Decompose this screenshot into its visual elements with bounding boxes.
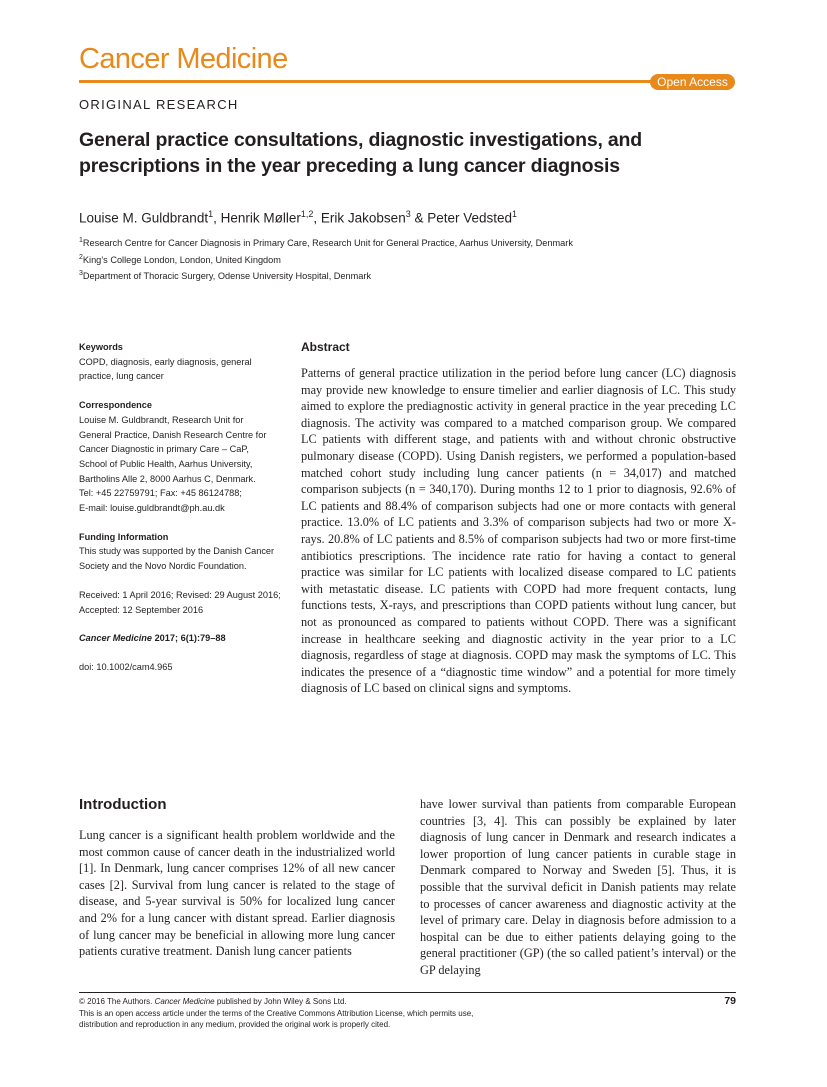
- author: Louise M. Guldbrandt: [79, 210, 209, 226]
- author-separator: &: [410, 210, 428, 226]
- license-line: This is an open access article under the terms of the Creative Commons Attribution License, which permits use,: [79, 1008, 474, 1018]
- correspondence-line: Louise M. Guldbrandt, Research Unit for: [79, 414, 244, 425]
- affiliation: [79, 234, 699, 251]
- correspondence-block: [79, 398, 284, 516]
- page-number: 79: [724, 995, 736, 1007]
- keywords-text: COPD, diagnosis, early diagnosis, general practice, lung cancer: [79, 356, 252, 382]
- affiliation: [79, 267, 699, 284]
- correspondence-line: Bartholins Alle 2, 8000 Aarhus C, Denmark.: [79, 473, 256, 484]
- funding-text: This study was supported by the Danish Cancer Society and the Novo Nordic Foundation.: [79, 546, 275, 572]
- affiliation-number: 1: [79, 237, 83, 244]
- funding-block: [79, 530, 284, 574]
- copyright-journal: Cancer Medicine: [154, 997, 215, 1006]
- correspondence-line: School of Public Health, Aarhus University,: [79, 458, 253, 469]
- citation: [79, 631, 284, 646]
- affiliation-number: 2: [79, 253, 83, 261]
- keywords-block: [79, 340, 284, 384]
- author: Erik Jakobsen: [320, 210, 406, 226]
- copyright-prefix: © 2016 The Authors.: [79, 997, 155, 1006]
- correspondence-email[interactable]: E-mail: louise.guldbrandt@ph.au.dk: [79, 503, 225, 514]
- author-affiliation-marker: 3: [405, 209, 411, 219]
- journal-title: Cancer Medicine: [79, 43, 288, 75]
- copyright-suffix: published by John Wiley & Sons Ltd.: [214, 997, 347, 1006]
- correspondence-line: General Practice, Danish Research Centre for: [79, 429, 267, 440]
- affiliation-text: Department of Thoracic Surgery, Odense University Hospital, Denmark: [82, 271, 372, 282]
- affiliation-text: Research Centre for Cancer Diagnosis in Primary Care, Research Unit for General Practice, Aarhus University, Denmark: [82, 238, 573, 249]
- author-affiliation-marker: 1: [208, 209, 214, 219]
- correspondence-heading: Correspondence: [79, 400, 153, 411]
- introduction-heading: Introduction: [79, 796, 167, 813]
- introduction-column-right: have lower survival than patients from comparable European countries [3, 4]. This can possibly be explained by later diagnosis of lung cancer in Denmark and research indicates a lower proportion of lung cancer patients in curable stage in Denmark compared to Norway and Sweden [5]. Thus, it is possible that the survival deficit in Danish patients may relate to processes of cancer awareness and diagnostic activity at the level of primary care. Delay in diagnosis before admission to a hospital can be due to either patients delaying going to the general practitioner (GP) (the so called patient’s interval) or the GP delaying: [420, 797, 736, 977]
- abstract-text: Patterns of general practice utilization in the period before lung cancer (LC) diagnosis may provide new knowledge to ensure timelier and earlier diagnosis of LC. This study aimed to explore the prediagnostic activity in general practice in the year preceding LC diagnosis. The activity was compared to a matched comparison group. We compared LC patients with different stage, and patients with and without chronic obstructive pulmonary disease (COPD). Using Danish registers, we performed a population-based matched cohort study including lung cancer patients (n = 34,017) and matched comparison subjects (n = 340,170). During months 12 to 1 prior to diagnosis, 92.6% of LC patients and 88.4% of comparison subjects had one or more contacts with general practice. 13.0% of LC patients and 3.3% of comparison subjects had two or more X-rays. 20.8% of LC patients and 8.5% of comparison subjects had two or more first-time antibiotics prescriptions. The incidence rate ratio for having a contact to general practice was similar for LC patients with localized disease compared to LC patients with metastatic disease. LC patients with COPD had more frequent contacts, lung functions tests, X-rays, and prescriptions than COPD patients without lung cancer, but not as pronounced as compared to patients without COPD. There was a significant increase in healthcare seeking and diagnostic activity in the year prior to a LC diagnosis, regardless of stage at diagnosis. COPD may mask the symptoms of LC. This indicates the presence of a “diagnostic time window” and a potential for more timely diagnosis of LC based on clinical signs and symptoms.: [301, 366, 736, 696]
- received-dates: Received: 1 April 2016; Revised: 29 August 2016; Accepted: 12 September 2016: [79, 589, 281, 615]
- author-list: [79, 209, 517, 226]
- footer: [79, 996, 679, 1031]
- funding-heading: Funding Information: [79, 531, 169, 542]
- citation-journal: Cancer Medicine: [79, 633, 153, 644]
- introduction-column-left: Lung cancer is a significant health problem worldwide and the most common cause of cancer death in the industrialized world [1]. In Denmark, lung cancer comprises 12% of all new cancer cases [2]. Survival from lung cancer is related to the stage of disease, and 5-year survival is 50% for localized lung cancer and 2% for a lung cancer with distant spread. Earlier diagnosis of lung cancer may be beneficial in allowing more lung cancer patients curative treatment. Danish lung cancer patients: [79, 828, 395, 959]
- affiliation: [79, 251, 699, 268]
- author-separator: ,: [213, 210, 221, 226]
- author-affiliation-marker: 1,2: [300, 209, 314, 219]
- citation-volume: 2017; 6(1):79–88: [152, 633, 226, 644]
- copyright-line: [79, 996, 679, 1008]
- footer-rule: [79, 992, 736, 993]
- doi[interactable]: doi: 10.1002/cam4.965: [79, 661, 173, 672]
- section-label: ORIGINAL RESEARCH: [79, 97, 239, 112]
- author: Peter Vedsted: [427, 210, 513, 226]
- open-access-badge: Open Access: [650, 74, 735, 90]
- author-affiliation-marker: 1: [512, 209, 518, 219]
- affiliation-text: King’s College London, London, United Kingdom: [82, 254, 281, 265]
- article-title: General practice consultations, diagnostic investigations, and prescriptions in the year preceding a lung cancer diagnosis: [79, 129, 642, 177]
- abstract-heading: Abstract: [301, 340, 350, 354]
- license-line: distribution and reproduction in any medium, provided the original work is properly cited.: [79, 1020, 391, 1029]
- article-sidebar: [79, 340, 284, 689]
- keywords-heading: Keywords: [79, 342, 123, 352]
- correspondence-line: Cancer Diagnostic in primary Care – CaP,: [79, 444, 249, 455]
- affiliation-list: [79, 234, 699, 284]
- correspondence-line: Tel: +45 22759791; Fax: +45 86124788;: [79, 488, 242, 499]
- affiliation-number: 3: [79, 270, 83, 278]
- author: Henrik Møller: [220, 210, 301, 226]
- header-rule: [79, 80, 653, 83]
- author-separator: ,: [313, 210, 321, 226]
